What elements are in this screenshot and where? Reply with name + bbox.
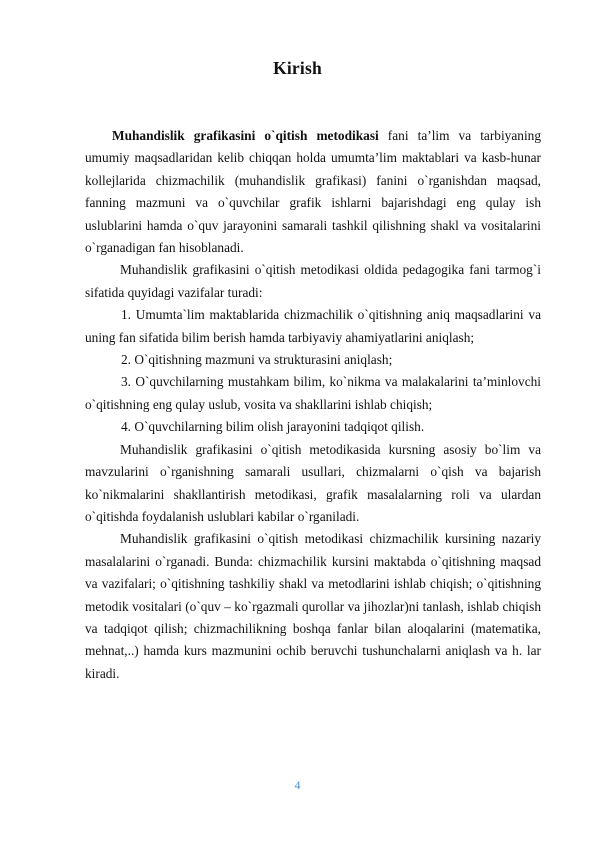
paragraph-theory: Muhandislik grafikasini o`qitish metodikasi chizmachilik kursining nazariy masalalarini o`rganadi. Bunda: chizmachilik kursini maktabda o`qitishning maqsad va vazifalari; o`qitishning tashkiliy shakl va metodlarini ishlab chiqish; o`qitishning metodik vositalari (o`quv – ko`rgazmali qurollar va jihozlar)ni tanlash, ishlab chiqish va tadqiqot qilish; chizmachilikning boshqa fanlar bilan aloqalarini (matematika, mehnat,..) hamda kurs mazmunini ochib beruvchi tushunchalarni aniqlash va h. lar kiradi. [85, 531, 541, 681]
paragraph-tasks-intro: Muhandislik grafikasini o`qitish metodikasi oldida pedagogika fani tarmog`i sifatida quyidagi vazifalar turadi: [85, 262, 541, 300]
page-number: 4 [294, 778, 301, 792]
page-title: Kirish [273, 58, 322, 78]
document-body [85, 125, 541, 685]
list-item: 4. O`quvchilarning bilim olish jarayonini tadqiqot qilish. [121, 419, 425, 435]
intro-text: fani ta’lim va tarbiyaning umumiy maqsadlaridan kelib chiqqan holda umumta’lim maktablari va kasb-hunar kollejlarida chizmachilik (muhandislik grafikasi) fanini o`rganishdan maqsad, fanning mazmuni va o`quvchilar grafik ishlarni bajarishdagi eng qulay ish uslublarini hamda o`quv jarayonini samarali tashkil qilishning shakl va vositalarini o`rganadigan fan hisoblanadi. [85, 128, 541, 256]
paragraph-methods: Muhandislik grafikasini o`qitish metodikasida kursning asosiy bo`lim va mavzularini o`rganishning samarali usullari, chizmalarni o`qish va bajarish ko`nikmalarini shakllantirish metodikasi, grafik masalalarning roli va ulardan o`qitishda foydalanish uslublari kabilar o`rganiladi. [85, 441, 541, 524]
list-item: 3. O`quvchilarning mustahkam bilim, ko`nikma va malakalarini ta’minlovchi o`qitishning eng qulay uslub, vosita va shakllarini ishlab chiqish; [85, 374, 541, 412]
list-item: 2. O`qitishning mazmuni va strukturasini aniqlash; [121, 352, 393, 368]
list-item: 1. Umumta`lim maktablarida chizmachilik o`qitishning aniq maqsadlarini va uning fan sifatida bilim berish hamda tarbiyaviy ahamiyatlarini aniqlash; [85, 307, 541, 345]
intro-lead: Muhandislik grafikasini o`qitish metodikasi [112, 128, 379, 143]
intro-paragraph [85, 125, 541, 259]
